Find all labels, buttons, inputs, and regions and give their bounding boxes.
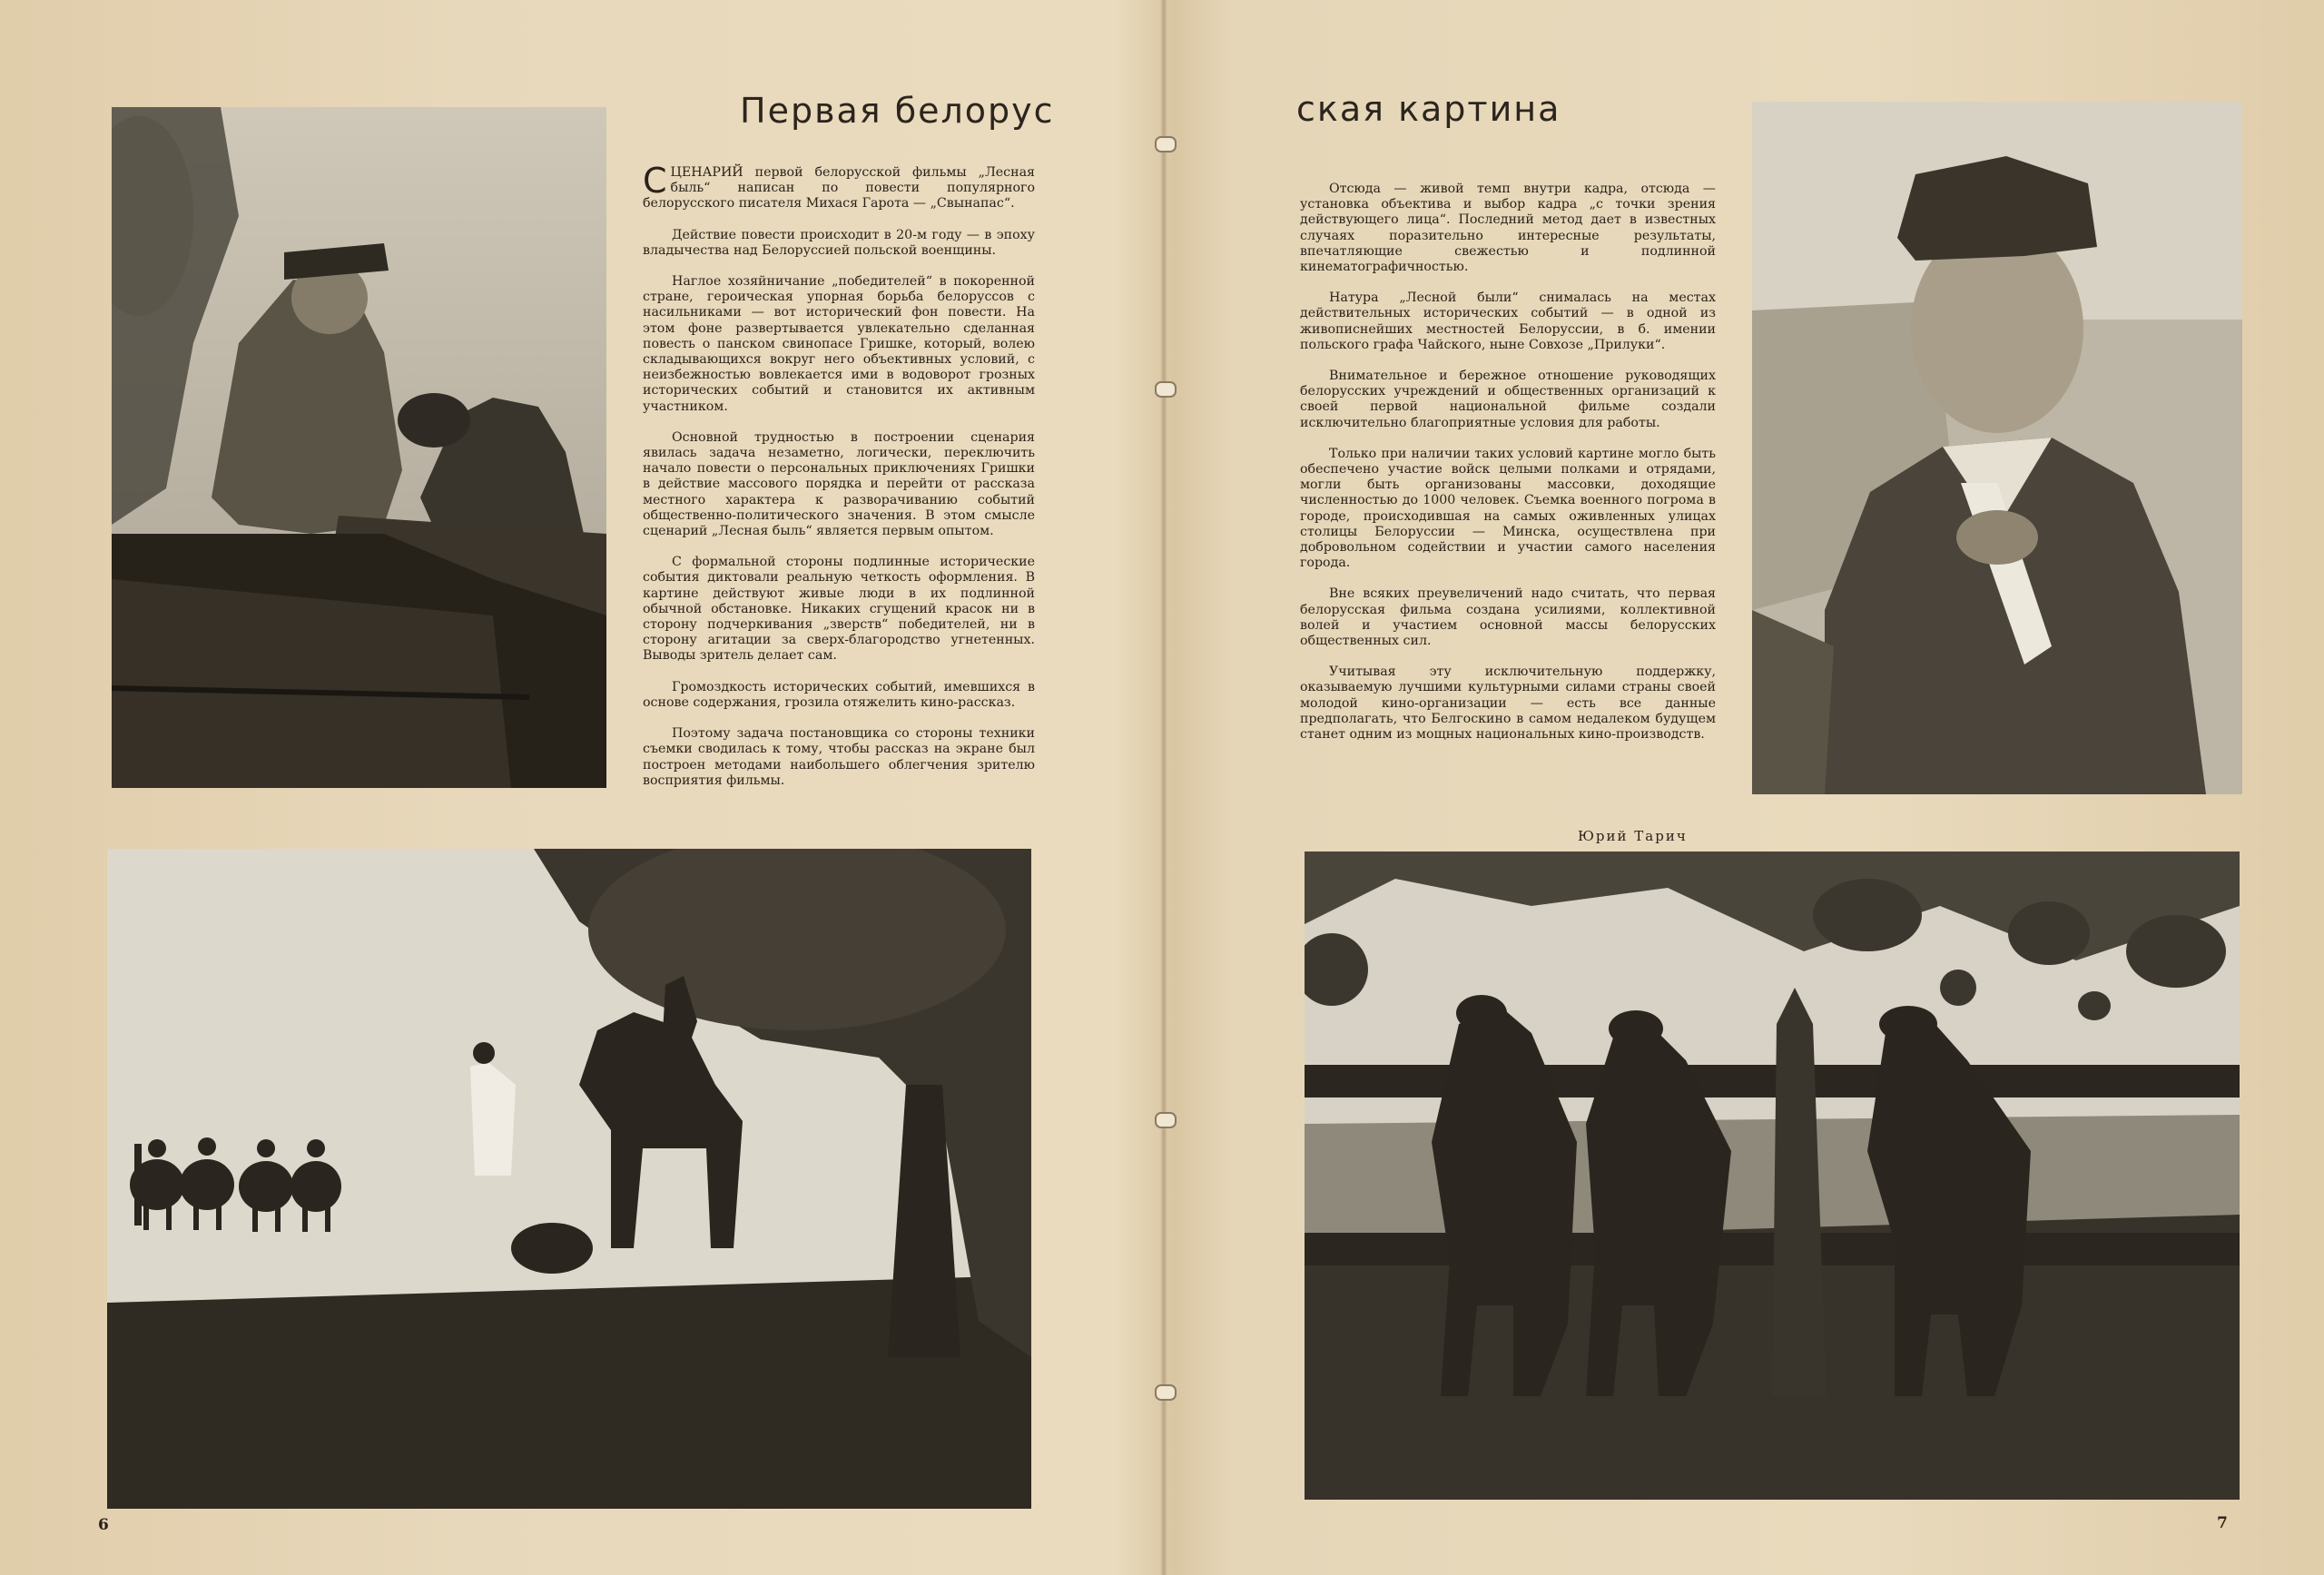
headline-part-2: ская картина xyxy=(1296,89,1561,129)
paragraph: Основной трудностью в построении сценария явилась задача незаметно, логически, переключить начало повести о персональных приключениях Гришки в действие массового порядка и перейти от рассказа местного характера к разворачиванию событий общественно-политического значения. В этом смысле сценарий „Лесная быль“ является первым опытом. xyxy=(643,429,1035,539)
paragraph-text: ЦЕНАРИЙ первой белорусской фильмы „Лесная быль“ написан по повести популярного белорусского писателя Михася Гарота — „Свынапас“. xyxy=(643,165,1035,212)
photo-officers-in-car xyxy=(112,107,606,788)
paragraph: Учитывая эту исключительную поддержку, оказываемую лучшими культурными силами страны своей молодой кино-организации — есть все данные предполагать, что Белгоскино в самом недалеком будущем станет одним из мощных национальных кино-производств. xyxy=(1300,664,1716,743)
article-column-right xyxy=(1300,182,1716,758)
photo-boy-portrait xyxy=(1752,102,2242,794)
photo-soldiers-at-fence xyxy=(1305,851,2240,1500)
page-number-left: 6 xyxy=(98,1516,109,1534)
headline-part-1: Первая белорус xyxy=(740,91,1055,131)
staple xyxy=(1155,1112,1177,1128)
photo-riders-silhouette xyxy=(107,849,1031,1509)
author-signature: Юрий Тарич xyxy=(1578,828,1688,844)
paragraph xyxy=(643,161,1035,212)
page-number-right: 7 xyxy=(2217,1514,2228,1532)
paragraph: Действие повести происходит в 20-м году — в эпоху владычества над Белоруссией польской военщины. xyxy=(643,227,1035,258)
paragraph: С формальной стороны подлинные исторические события диктовали реальную четкость оформления. В картине действуют живые люди в их подлинной обычной обстановке. Никаких сгущений красок ни в сторону подчеркивания „зверств“ победителей, ни в сторону агитации за сверх-благородство угнетенных. Выводы зритель делает сам. xyxy=(643,555,1035,664)
paragraph: Только при наличии таких условий картине могло быть обеспечено участие войск целыми полками и отрядами, могли быть организованы массовки, доходящие численностью до 1000 человек. Съемка военного погрома в городе, происходившая на самых оживленных улицах столицы Белоруссии — Минска, осуществлена при добровольном содействии и участии самого населения города. xyxy=(1300,446,1716,571)
paragraph: Отсюда — живой темп внутри кадра, отсюда — установка объектива и выбор кадра „с точки зрения действующего лица“. Последний метод дает в известных случаях поразительно интересные результаты, впечатляющие свежестью и подлинной кинематографичностью. xyxy=(1300,182,1716,275)
paragraph: Громоздкость исторических событий, имевшихся в основе содержания, грозила отяжелить кино-рассказ. xyxy=(643,679,1035,710)
paragraph: Вне всяких преувеличений надо считать, что первая белорусская фильма создана усилиями, коллективной волей и участием основной массы белорусских общественных сил. xyxy=(1300,586,1716,649)
center-gutter xyxy=(1160,0,1167,1575)
dropcap: С xyxy=(643,161,667,201)
staple xyxy=(1155,136,1177,153)
staple xyxy=(1155,1384,1177,1401)
article-column-left xyxy=(643,161,1035,804)
staple xyxy=(1155,381,1177,398)
paragraph: Натура „Лесной были“ снималась на местах действительных исторических событий — в одной из живописнейших местностей Белоруссии, в б. имении польского графа Чайского, ныне Совхозе „Прилуки“. xyxy=(1300,290,1716,352)
paragraph: Наглое хозяйничание „победителей“ в покоренной стране, героическая упорная борьба белоруссов с насильниками — вот исторический фон повести. На этом фоне развертывается увлекательно сделанная повесть о панском свинопасе Гришке, который, волею складывающихся вокруг него объективных условий, с неизбежностью вовлекается ими в водоворот грозных исторических событий и становится их активным участником. xyxy=(643,274,1035,414)
paragraph: Внимательное и бережное отношение руководящих белорусских учреждений и общественных организаций к своей первой национальной фильме создали исключительно благоприятные условия для работы. xyxy=(1300,369,1716,430)
paragraph: Поэтому задача постановщика со стороны техники съемки сводилась к тому, чтобы рассказ на экране был построен методами наибольшего облегчения зрителю восприятия фильмы. xyxy=(643,726,1035,788)
